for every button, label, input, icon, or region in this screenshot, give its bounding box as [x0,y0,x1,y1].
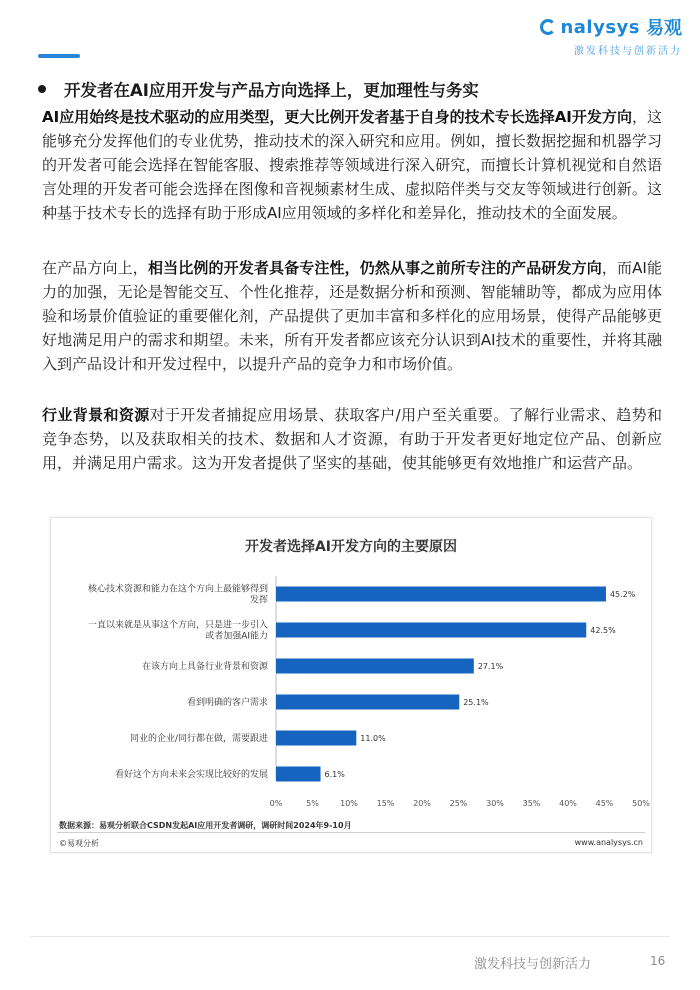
analysys-logo [540,14,682,57]
chart-bar [276,659,474,674]
chart-x-tick-label: 30% [486,799,504,808]
paragraph-1-body: ，这能够充分发挥他们的专业优势，推动技术的深入研究和应用。例如，擅长数据挖掘和机器学习的开发者可能会选择在智能客服、搜索推荐等领域进行深入研究，而擅长计算机视觉和自然语言处理的开发者可能会选择在图像和音视频素材生成、虚拟陪伴类与交友等领域进行创新。这种基于技术专长的选择有助于形成AI应用领域的多样化和差异化，推动技术的全面发展。 [42,108,662,222]
page-number: 16 [650,954,666,968]
chart-footer-divider [57,832,645,833]
paragraph-2-lead: 在产品方向上， [42,259,148,277]
chart-category-label: 或者加强AI能力 [205,631,268,642]
chart-category-label: 一直以来就是从事这个方向，只是进一步引入 [87,620,268,631]
chart-category-label: 同业的企业/同行都在做，需要跟进 [129,734,268,744]
chart-bar-value-label: 42.5% [590,626,616,635]
chart-bar-value-label: 25.1% [463,698,489,707]
logo-chinese: 易观 [646,18,682,39]
chart-bar [276,587,606,602]
chart-category-label: 看好这个方向未来会实现比较好的发展 [114,770,268,780]
header-accent-rule [38,54,80,58]
chart-category-label: 发挥 [249,595,268,606]
paragraph-2-emphasis: 相当比例的开发者具备专注性，仍然从事之前所专注的产品研发方向 [147,259,602,277]
chart-x-tick-label: 5% [306,799,319,808]
chart-x-tick-label: 40% [559,799,577,808]
bullet-icon [38,85,46,93]
chart-source: 数据来源：易观分析联合CSDN发起AI应用开发者调研，调研时间2024年9-10月 [59,821,352,830]
logo-tagline: 激发科技与创新活力 [574,46,682,57]
chart-category-label: 在该方向上具备行业背景和资源 [141,662,268,672]
chart-x-tick-label: 15% [376,799,395,808]
chart-x-tick-label: 10% [340,799,358,808]
paragraph-2 [42,256,662,376]
paragraph-1 [42,105,662,225]
chart-x-tick-label: 0% [269,799,283,808]
chart-x-tick-label: 35% [522,799,541,808]
paragraph-3 [42,403,662,475]
chart-bar-value-label: 6.1% [324,770,345,779]
section-heading [38,77,479,101]
chart-title: 开发者选择AI开发方向的主要原因 [244,539,458,555]
chart-x-tick-label: 25% [449,799,468,808]
footer-slogan: 激发科技与创新活力 [474,957,592,972]
chart-bar-value-label: 11.0% [360,734,386,743]
chart-copyright: ©易观分析 [59,839,99,848]
logo-ring-icon [540,19,556,35]
chart-bar-value-label: 45.2% [609,590,636,599]
paragraph-3-emphasis: 行业背景和资源 [42,406,150,424]
footer-divider [30,936,670,937]
chart-card [50,517,652,853]
chart-bar-value-label: 27.1% [477,662,504,671]
paragraph-1-emphasis: AI应用始终是技术驱动的应用类型，更大比例开发者基于自身的技术专长选择AI开发方向 [42,108,632,126]
bar-chart [51,518,653,818]
logo-english: nalysys [560,16,640,38]
chart-x-tick-label: 20% [413,799,431,808]
chart-bar [276,731,356,746]
chart-url: www.analysys.cn [574,838,643,847]
chart-bar [276,767,321,782]
paragraph-3-body: 对于开发者捕捉应用场景、获取客户/用户至关重要。了解行业需求、趋势和竞争态势，以及获取相关的技术、数据和人才资源，有助于开发者更好地定位产品、创新应用，并满足用户需求。这为开发者提供了坚实的基础，使其能够更有效地推广和运营产品。 [42,406,662,472]
chart-x-tick-label: 50% [632,799,650,808]
chart-bar [276,623,586,638]
paragraph-2-body: ，而AI能力的加强，无论是智能交互、个性化推荐，还是数据分析和预测、智能辅助等，都成为应用体验和场景价值验证的重要催化剂，产品提供了更加丰富和多样化的应用场景，使得产品能够更好地满足用户的需求和期望。未来，所有开发者都应该充分认识到AI技术的重要性，并将其融入到产品设计和开发过程中，以提升产品的竞争力和市场价值。 [42,259,662,373]
chart-x-tick-label: 45% [595,799,614,808]
section-title-text: 开发者在AI应用开发与产品方向选择上，更加理性与务实 [64,81,479,100]
chart-bar [276,695,459,710]
chart-category-label: 核心技术资源和能力在这个方向上最能够得到 [87,584,268,595]
chart-category-label: 看到明确的客户需求 [186,698,268,708]
